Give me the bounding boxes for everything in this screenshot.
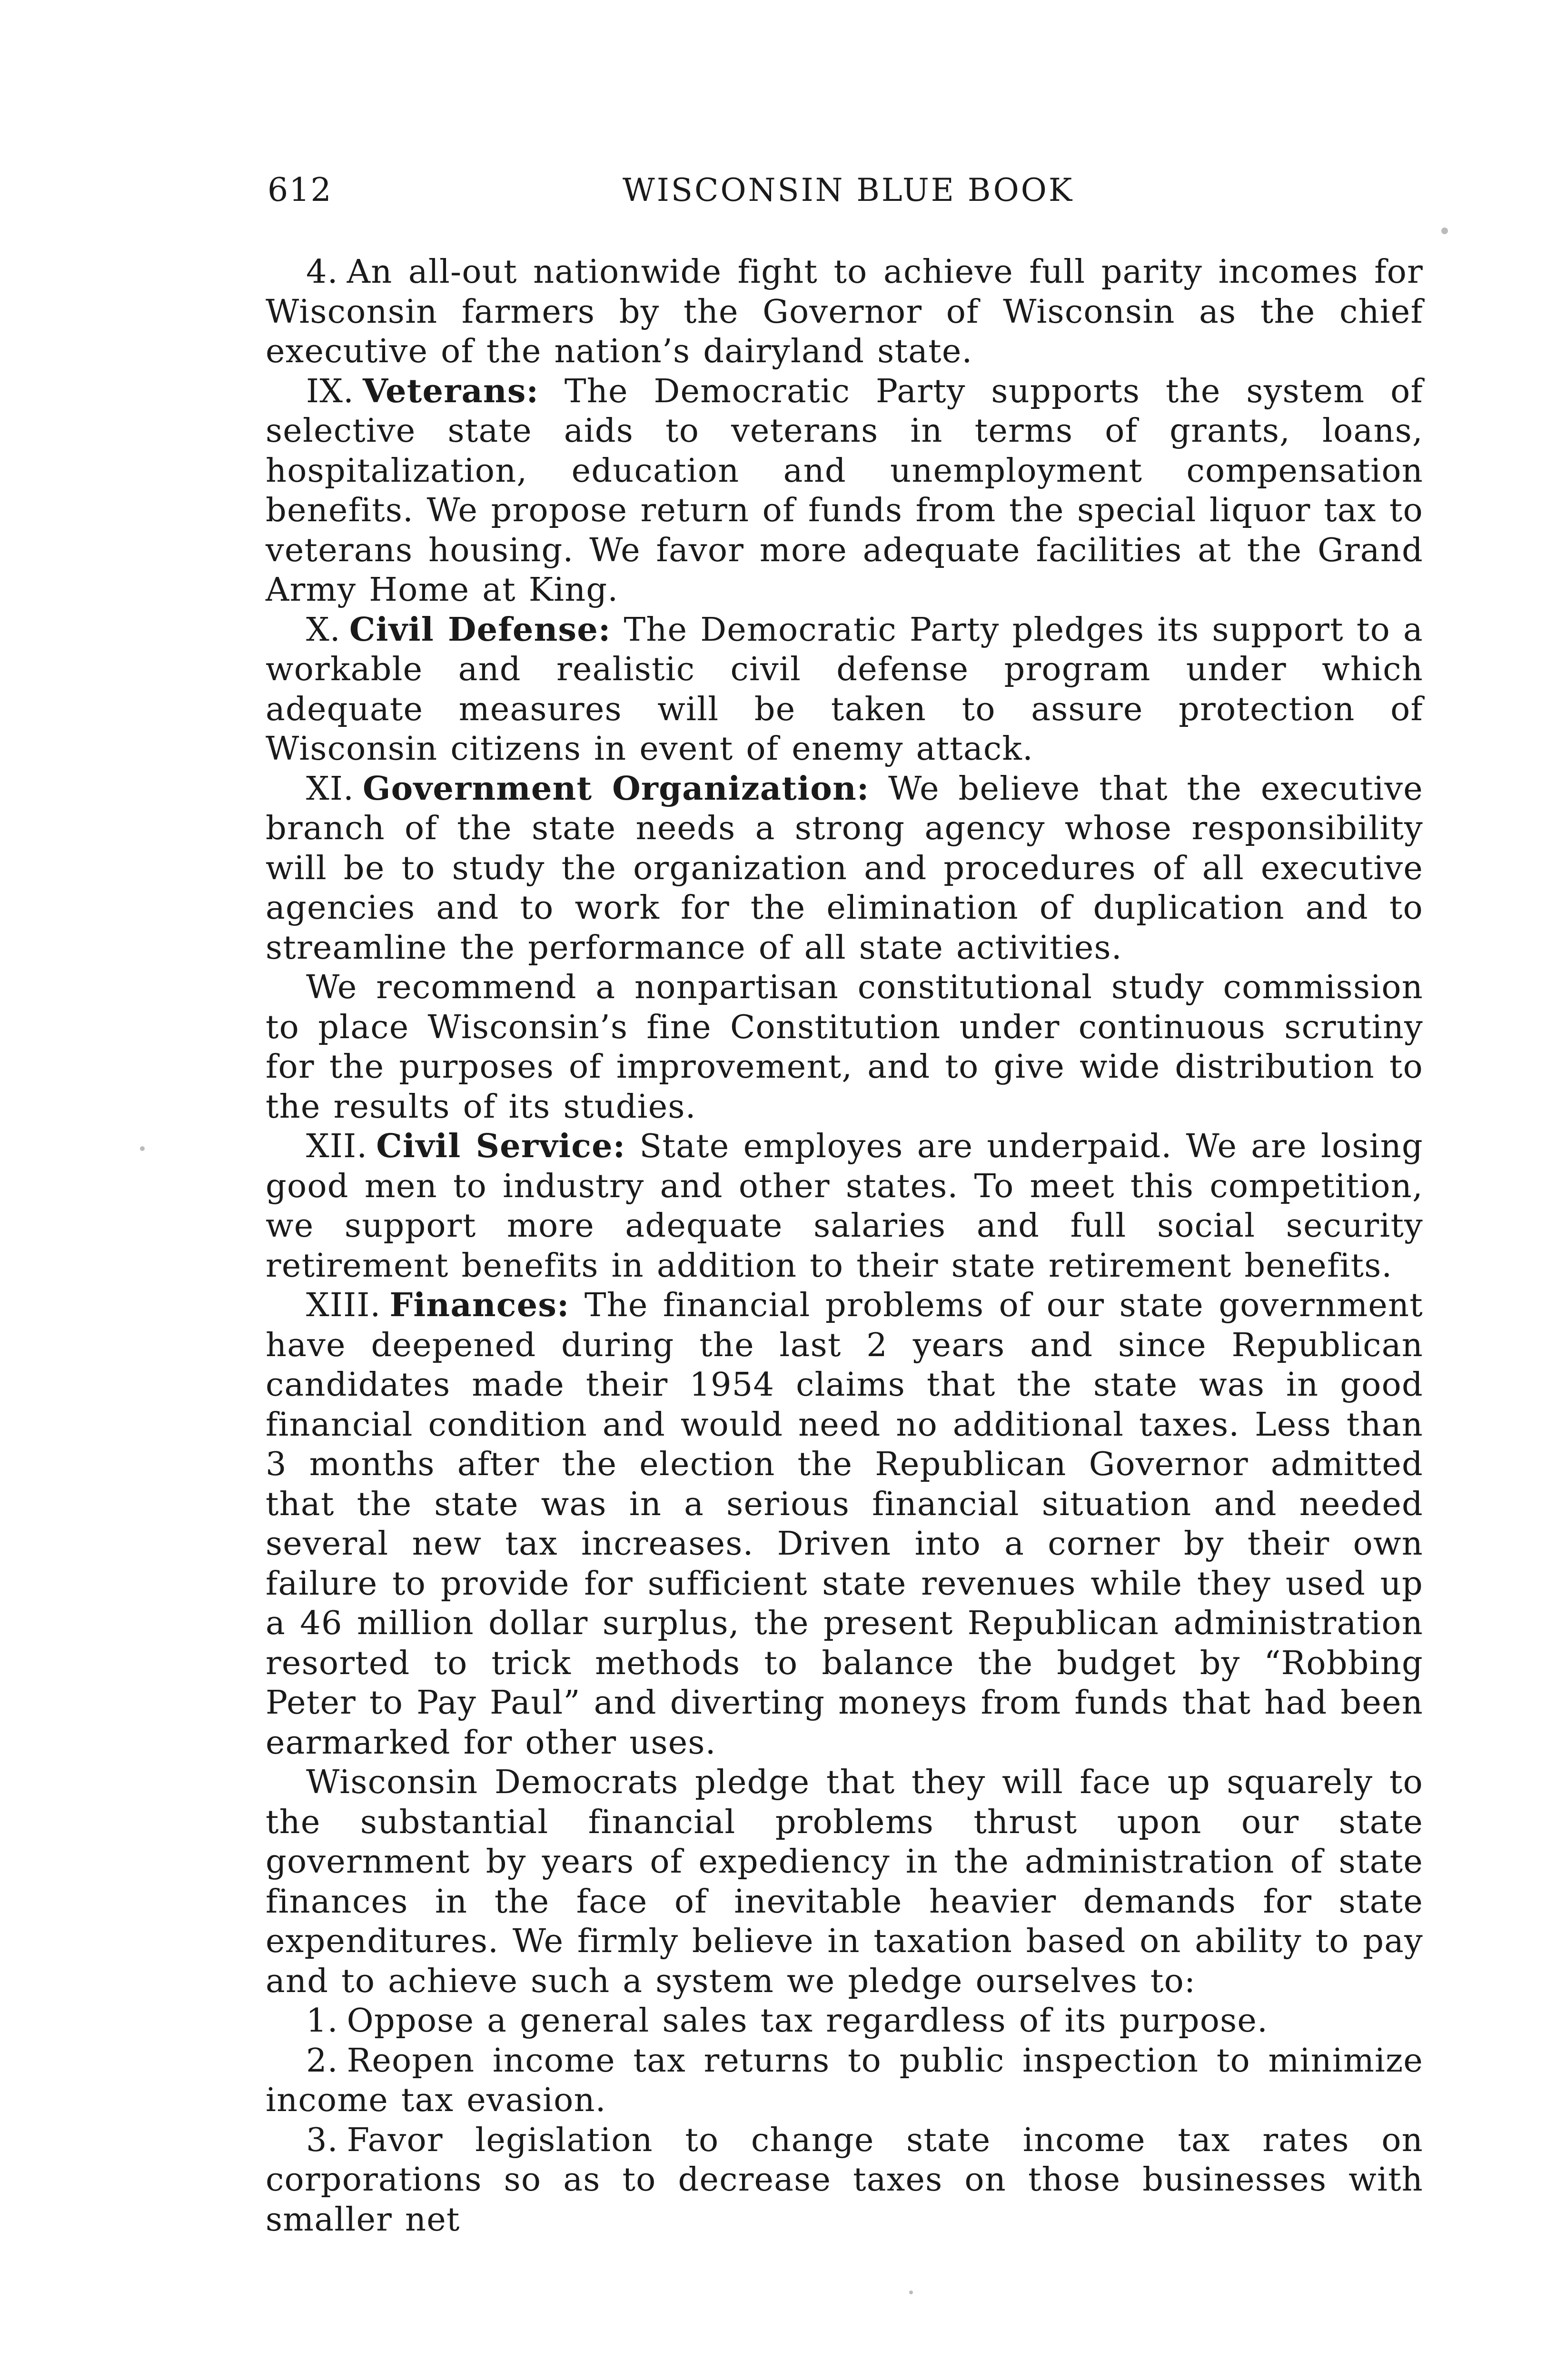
paragraph-text: Reopen income tax returns to public inspection to minimize income tax evasion. <box>266 2042 1423 2119</box>
page-header <box>268 164 1429 217</box>
section-heading: Civil Defense: <box>349 610 611 649</box>
paragraph-text: We recommend a nonpartisan constitutional study commission to place Wisconsin’s fine Constitution under continuous scrutiny for the purposes of improvement, and to give wide distribution to the results of its studies. <box>266 969 1423 1126</box>
paragraph-section-ix <box>266 372 1423 610</box>
paragraph-text: State employes are underpaid. We are losing good men to industry and other states. To meet this competition, we support more adequate salaries and full social security retirement benefits in addition to their state retirement benefits. <box>266 1128 1423 1285</box>
paper-speck <box>1441 228 1448 234</box>
section-number: X. <box>306 611 341 649</box>
paragraph-text: The Democratic Party supports the system of selective state aids to veterans in terms of grants, loans, hospitalization, education and unemployment compensation benefits. We propose return of funds from the special liquor tax to veterans housing. We favor more adequate facilities at the Grand Army Home at King. <box>266 372 1423 609</box>
paragraph-study-commission <box>266 968 1423 1127</box>
item-number: 1. <box>306 2002 338 2040</box>
paragraph-section-xi <box>266 769 1423 968</box>
paragraph-text: An all-out nationwide fight to achieve full parity incomes for Wisconsin farmers by the Governor of Wisconsin as the chief executive of the nation’s dairyland state. <box>266 253 1423 370</box>
paragraph-item-3 <box>266 2121 1423 2240</box>
paragraph-democrats-pledge <box>266 1763 1423 2001</box>
paragraph-section-xiii <box>266 1286 1423 1763</box>
paper-speck <box>909 2291 913 2294</box>
paragraph-item-2 <box>266 2041 1423 2121</box>
paragraph-text: We believe that the executive branch of the state needs a strong agency whose responsibility will be to study the organization and procedures of all executive agencies and to work for the elimination of duplication and to streamline the performance of all state activities. <box>266 770 1423 967</box>
section-heading: Veterans: <box>363 372 539 410</box>
section-number: XI. <box>306 770 355 808</box>
paragraph-item-1 <box>266 2001 1423 2041</box>
section-number: XIII. <box>306 1287 381 1324</box>
paragraph-section-xii <box>266 1127 1423 1286</box>
paper-speck <box>140 1146 145 1151</box>
item-number: 3. <box>306 2121 338 2159</box>
paragraph-text: Oppose a general sales tax regardless of its purpose. <box>347 2002 1269 2040</box>
section-heading: Finances: <box>389 1286 570 1324</box>
paragraph-item-4 <box>266 252 1423 372</box>
paragraph-text: Wisconsin Democrats pledge that they will face up squarely to the substantial financial problems thrust upon our state government by years of expediency in the administration of state finances in the face of inevitable heavier demands for state expenditures. We firmly believe in taxation based on ability to pay and to achieve such a system we pledge ourselves to: <box>266 1764 1423 2000</box>
section-number: XII. <box>306 1128 368 1165</box>
item-number: 2. <box>306 2042 338 2080</box>
section-heading: Civil Service: <box>376 1127 626 1165</box>
paragraph-text: Favor legislation to change state income tax rates on corporations so as to decrease taxes on those businesses with smaller net <box>266 2121 1423 2239</box>
paragraph-text: The Democratic Party pledges its support to a workable and realistic civil defense program under which adequate measures will be taken to assure protection of Wisconsin citizens in event of enemy attack. <box>266 611 1423 768</box>
section-heading: Government Organization: <box>363 769 870 808</box>
item-number: 4. <box>306 253 338 291</box>
running-title: WISCONSIN BLUE BOOK <box>622 172 1074 208</box>
paragraph-section-x <box>266 610 1423 769</box>
section-number: IX. <box>306 372 355 410</box>
page-number: 612 <box>268 171 332 209</box>
body-text <box>266 252 1423 2240</box>
paragraph-text: The financial problems of our state government have deepened during the last 2 years and since Republican candidates made their 1954 claims that the state was in good financial condition and would need no additional taxes. Less than 3 months after the election the Republican Governor admitted that the state was in a serious financial situation and needed several new tax increases. Driven into a corner by their own failure to provide for sufficient state revenues while they used up a 46 million dollar surplus, the present Republican administration resorted to trick methods to balance the budget by “Robbing Peter to Pay Paul” and diverting moneys from funds that had been earmarked for other uses. <box>266 1287 1423 1762</box>
